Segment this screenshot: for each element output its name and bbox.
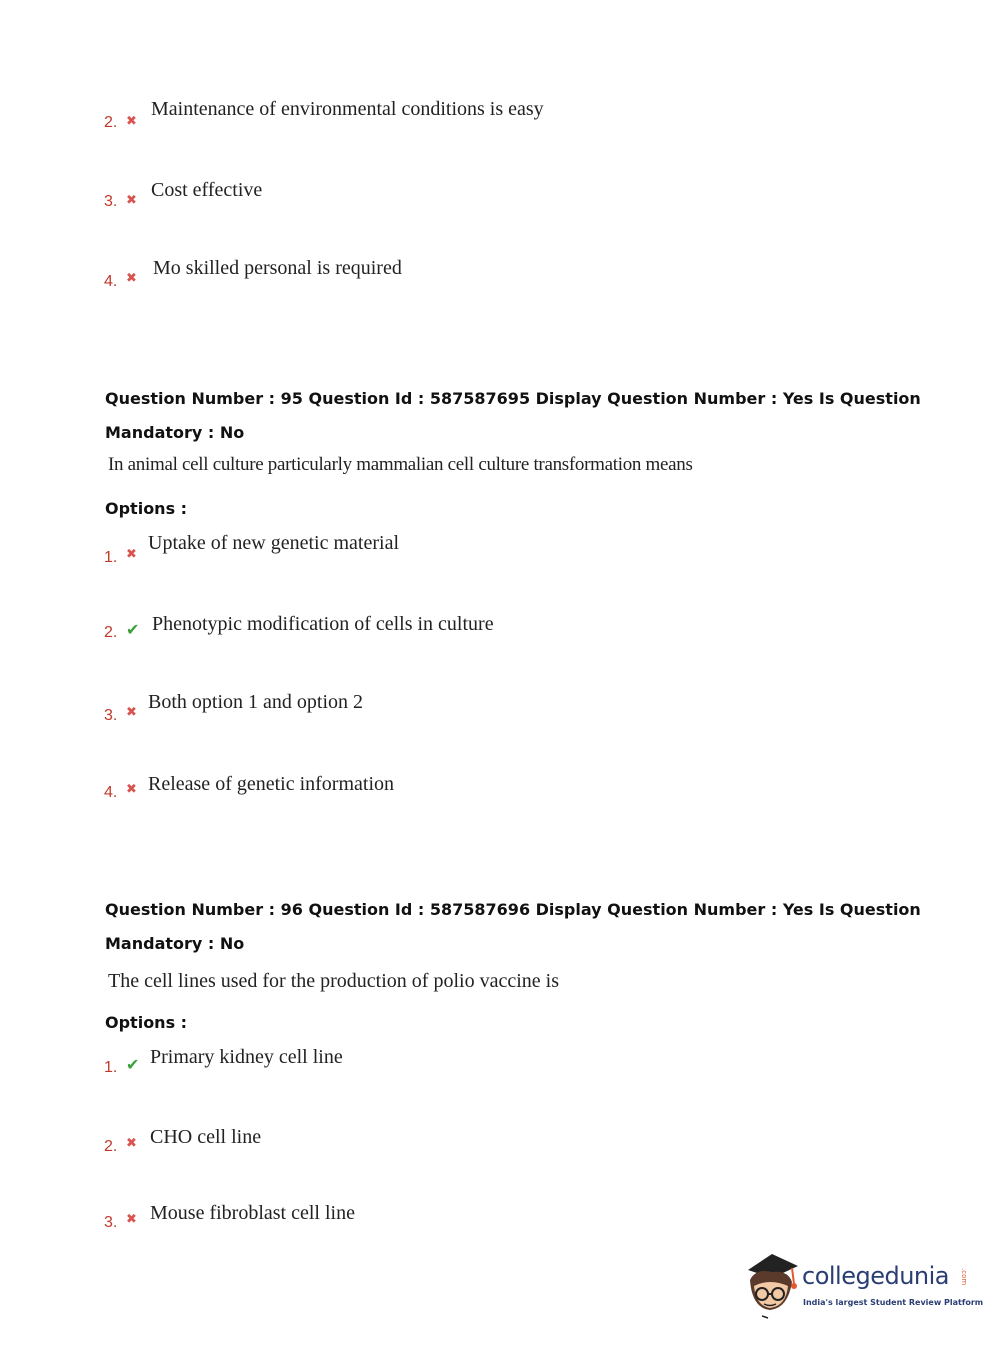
check-mark-icon: ✔ bbox=[126, 620, 140, 639]
question-mandatory: Mandatory : No bbox=[105, 423, 245, 442]
question-header: Question Number : 96 Question Id : 587587696 Display Question Number : Yes Is Question bbox=[105, 900, 921, 919]
option-row bbox=[0, 1202, 900, 1242]
option-text: Phenotypic modification of cells in culture bbox=[152, 613, 494, 635]
option-row bbox=[0, 532, 900, 572]
question-mandatory: Mandatory : No bbox=[105, 934, 245, 953]
wrong-mark-icon: ✖ bbox=[126, 193, 137, 208]
option-text: Uptake of new genetic material bbox=[148, 532, 399, 554]
option-row bbox=[0, 1126, 900, 1166]
mascot-icon bbox=[742, 1250, 802, 1320]
collegedunia-logo bbox=[742, 1250, 984, 1320]
wrong-mark-icon: ✖ bbox=[126, 705, 137, 720]
question-text: In animal cell culture particularly mammalian cell culture transformation means bbox=[108, 454, 693, 475]
option-row bbox=[0, 1046, 900, 1086]
option-text: Primary kidney cell line bbox=[150, 1046, 343, 1068]
option-number: 2. bbox=[104, 114, 118, 131]
wrong-mark-icon: ✖ bbox=[126, 1136, 137, 1151]
option-number: 3. bbox=[104, 193, 118, 210]
option-number: 2. bbox=[104, 624, 118, 641]
option-row bbox=[0, 772, 900, 812]
option-row bbox=[0, 178, 900, 218]
option-text: Maintenance of environmental conditions is easy bbox=[151, 98, 544, 120]
wrong-mark-icon: ✖ bbox=[126, 547, 137, 562]
option-row bbox=[0, 612, 900, 652]
option-text: Both option 1 and option 2 bbox=[148, 691, 363, 713]
question-header: Question Number : 95 Question Id : 587587695 Display Question Number : Yes Is Question bbox=[105, 389, 921, 408]
logo-wordmark: collegedunia bbox=[802, 1262, 950, 1290]
wrong-mark-icon: ✖ bbox=[126, 1212, 137, 1227]
option-number: 2. bbox=[104, 1138, 118, 1155]
option-text: Release of genetic information bbox=[148, 773, 395, 795]
option-number: 3. bbox=[104, 707, 118, 724]
option-number: 1. bbox=[104, 1059, 118, 1076]
options-label: Options : bbox=[105, 1013, 188, 1032]
options-label: Options : bbox=[105, 499, 188, 518]
logo-tagline: India's largest Student Review Platform bbox=[803, 1298, 984, 1307]
option-number: 1. bbox=[104, 549, 118, 566]
wrong-mark-icon: ✖ bbox=[126, 782, 137, 797]
check-mark-icon: ✔ bbox=[126, 1055, 140, 1074]
option-text: Cost effective bbox=[151, 179, 263, 201]
option-number: 4. bbox=[104, 273, 118, 290]
option-text: Mouse fibroblast cell line bbox=[150, 1202, 355, 1224]
option-text: CHO cell line bbox=[150, 1126, 262, 1148]
question-text: The cell lines used for the production of polio vaccine is bbox=[108, 970, 559, 992]
logo-domain: .com bbox=[960, 1268, 968, 1286]
option-number: 4. bbox=[104, 784, 118, 801]
option-row bbox=[0, 98, 900, 138]
option-row bbox=[0, 256, 900, 296]
wrong-mark-icon: ✖ bbox=[126, 114, 137, 129]
option-row bbox=[0, 690, 900, 730]
option-number: 3. bbox=[104, 1214, 118, 1231]
wrong-mark-icon: ✖ bbox=[126, 271, 137, 286]
option-text: Mo skilled personal is required bbox=[153, 257, 402, 279]
